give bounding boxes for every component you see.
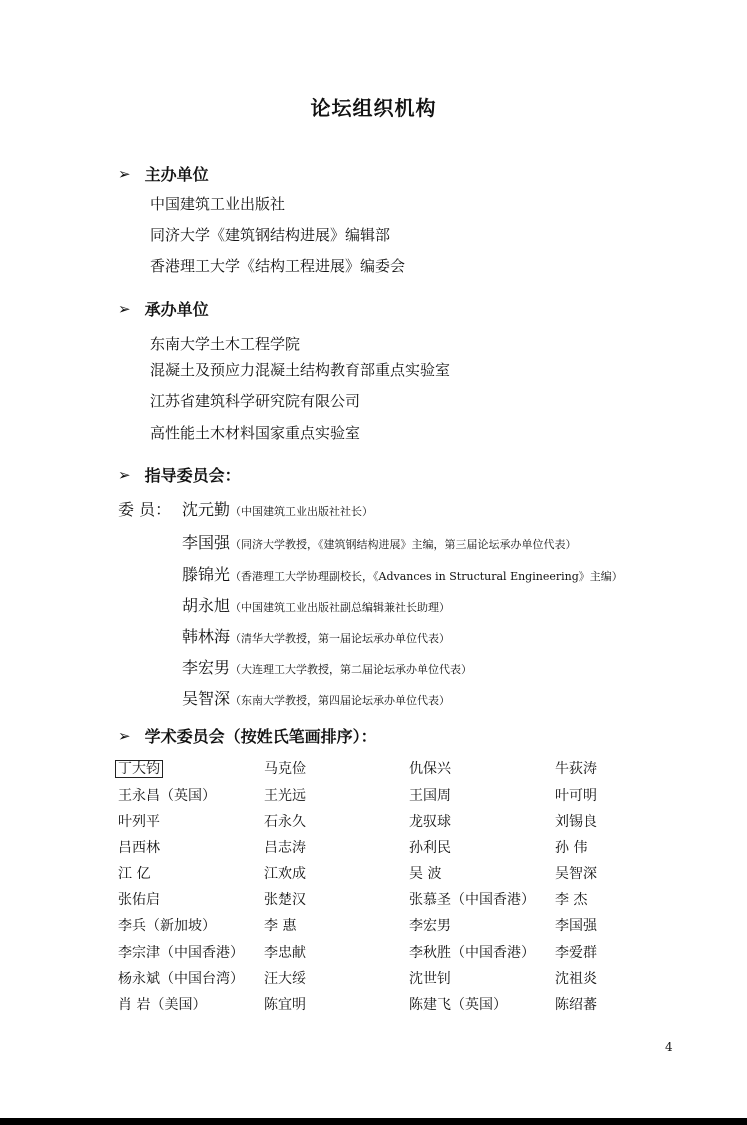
section-heading-label: 主办单位 xyxy=(144,165,209,184)
steering-member xyxy=(182,530,577,553)
steering-member xyxy=(182,562,623,585)
section-heading-label: 学术委员会（按姓氏笔画排序）： xyxy=(144,727,377,746)
member-name: 沈元勤 xyxy=(182,500,231,519)
academic-member: 孙利民 xyxy=(409,840,451,856)
academic-member: 叶可明 xyxy=(555,788,597,804)
section-heading-academic xyxy=(118,724,377,747)
host-item: 香港理工大学《结构工程进展》编委会 xyxy=(150,257,406,275)
academic-member: 马克俭 xyxy=(264,761,306,777)
academic-member: 牛荻涛 xyxy=(555,761,597,777)
academic-member: 肖 岩（美国） xyxy=(118,997,207,1013)
section-heading-label: 承办单位 xyxy=(144,300,209,319)
member-note: （同济大学教授，《建筑钢结构进展》主编，第三届论坛承办单位代表） xyxy=(230,538,577,551)
member-note: （大连理工大学教授，第二届论坛承办单位代表） xyxy=(230,663,473,676)
section-heading-steering xyxy=(118,463,241,486)
text-cursor-box: 丁大钧 xyxy=(115,760,163,778)
section-heading-hosts xyxy=(118,162,209,185)
member-name: 李宏男 xyxy=(182,658,231,677)
academic-member: 李宏男 xyxy=(409,918,451,934)
academic-member: 仇保兴 xyxy=(409,761,451,777)
host-item: 中国建筑工业出版社 xyxy=(150,195,286,213)
academic-member: 李爱群 xyxy=(555,945,597,961)
academic-member: 汪大绥 xyxy=(264,971,306,987)
academic-member: 叶列平 xyxy=(118,814,160,830)
section-heading-label: 指导委员会： xyxy=(144,466,241,485)
academic-member: 沈世钊 xyxy=(409,971,451,987)
academic-member: 江欢成 xyxy=(264,866,306,882)
organizer-item: 高性能土木材料国家重点实验室 xyxy=(150,424,361,442)
member-name: 韩林海 xyxy=(182,627,231,646)
academic-member: 吴智深 xyxy=(555,866,597,882)
steering-member xyxy=(182,593,450,616)
member-name: 吴智深 xyxy=(182,689,231,708)
academic-member: 吕西林 xyxy=(118,840,160,856)
academic-member: 张楚汉 xyxy=(264,892,306,908)
academic-member: 李秋胜（中国香港） xyxy=(409,945,535,961)
academic-member: 陈绍蕃 xyxy=(555,997,597,1013)
section-heading-organizers xyxy=(118,297,209,320)
organizer-item: 东南大学土木工程学院 xyxy=(150,335,301,353)
member-note: （香港理工大学协理副校长，《Advances in Structural Engineering》主编） xyxy=(230,570,623,583)
academic-member: 石永久 xyxy=(264,814,306,830)
academic-member: 吕志涛 xyxy=(264,840,306,856)
academic-member: 江 亿 xyxy=(118,866,151,882)
host-item: 同济大学《建筑钢结构进展》编辑部 xyxy=(150,226,391,244)
academic-member: 张佑启 xyxy=(118,892,160,908)
academic-member: 陈建飞（英国） xyxy=(409,997,507,1013)
page-title: 论坛组织机构 xyxy=(310,96,437,120)
steering-member xyxy=(182,497,373,520)
academic-member: 杨永斌（中国台湾） xyxy=(118,971,244,987)
steering-member xyxy=(182,624,450,647)
academic-member: 王国周 xyxy=(409,788,451,804)
academic-member: 李忠献 xyxy=(264,945,306,961)
organizer-item: 江苏省建筑科学研究院有限公司 xyxy=(150,392,361,410)
member-name: 滕锦光 xyxy=(182,565,231,584)
academic-member xyxy=(118,758,163,778)
academic-member: 李宗津（中国香港） xyxy=(118,945,244,961)
arrow-bullet-icon: ➢ xyxy=(118,465,131,484)
member-note: （中国建筑工业出版社社长） xyxy=(230,505,374,518)
member-note: （清华大学教授，第一届论坛承办单位代表） xyxy=(230,632,451,645)
arrow-bullet-icon: ➢ xyxy=(118,726,131,745)
academic-member: 刘锡良 xyxy=(555,814,597,830)
steering-member xyxy=(182,655,472,678)
organizer-item: 混凝土及预应力混凝土结构教育部重点实验室 xyxy=(150,361,451,379)
academic-member: 沈祖炎 xyxy=(555,971,597,987)
academic-member: 张慕圣（中国香港） xyxy=(409,892,535,908)
member-name: 李国强 xyxy=(182,533,231,552)
page-bottom-border xyxy=(0,1118,747,1125)
academic-member: 李 惠 xyxy=(264,918,297,934)
academic-member: 陈宜明 xyxy=(264,997,306,1013)
academic-member: 李国强 xyxy=(555,918,597,934)
member-label: 委 员： xyxy=(118,500,172,519)
member-name: 胡永旭 xyxy=(182,596,231,615)
academic-member: 李 杰 xyxy=(555,892,588,908)
academic-member: 孙 伟 xyxy=(555,840,588,856)
member-note: （东南大学教授，第四届论坛承办单位代表） xyxy=(230,694,451,707)
member-note: （中国建筑工业出版社副总编辑兼社长助理） xyxy=(230,601,451,614)
arrow-bullet-icon: ➢ xyxy=(118,164,131,183)
page-number: 4 xyxy=(665,1040,673,1054)
steering-member xyxy=(182,686,450,709)
academic-member: 王永昌（英国） xyxy=(118,788,216,804)
academic-member: 吴 波 xyxy=(409,866,442,882)
academic-member: 王光远 xyxy=(264,788,306,804)
academic-member: 龙驭球 xyxy=(409,814,451,830)
arrow-bullet-icon: ➢ xyxy=(118,299,131,318)
academic-member: 李兵（新加坡） xyxy=(118,918,216,934)
